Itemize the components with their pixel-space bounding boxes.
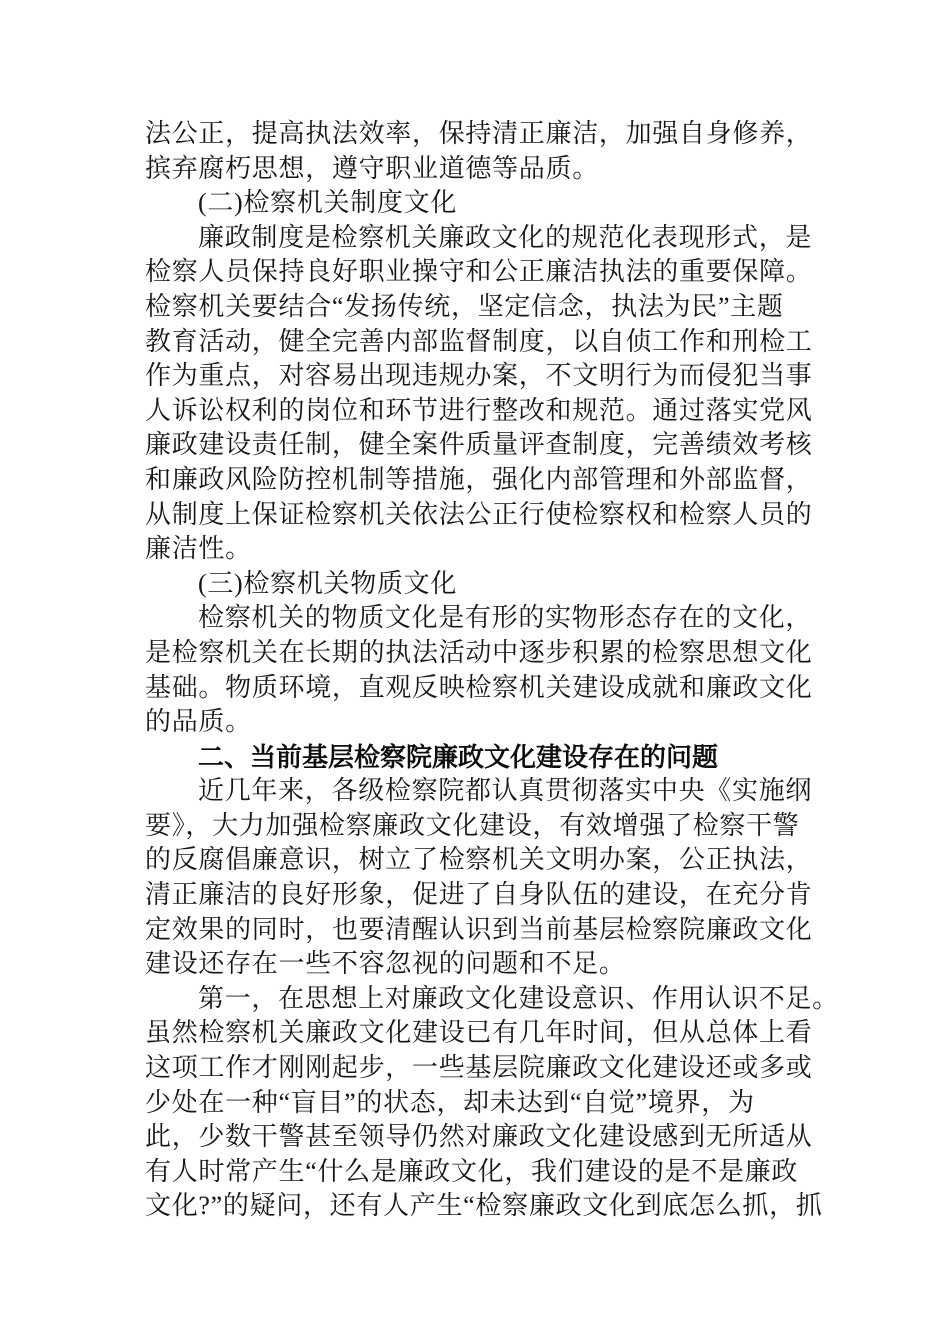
paragraph-first-line: 第一，在思想上对廉政文化建设意识、作用认识不足。 [198,983,839,1013]
text-line: 此，少数干警甚至领导仍然对廉政文化建设感到无所适从 [145,1122,813,1152]
subsection-heading: (二)检察机关制度文化 [198,188,458,218]
text-line: 检察人员保持良好职业操守和公正廉洁执法的重要保障。 [145,257,813,287]
section-heading: 二、当前基层检察院廉政文化建设存在的问题 [198,741,719,772]
text-line: 的品质。 [145,707,252,737]
text-line: 作为重点，对容易出现违规办案，不文明行为而侵犯当事 [145,361,813,391]
text-line: 基础。物质环境，直观反映检察机关建设成就和廉政文化 [145,672,813,702]
text-line: 文化?”的疑问，还有人产生“检察廉政文化到底怎么抓，抓 [145,1191,823,1221]
text-line: 和廉政风险防控机制等措施，强化内部管理和外部监督， [145,464,813,494]
text-line: 法公正，提高执法效率，保持清正廉洁，加强自身修养， [145,119,813,148]
document-text-block [145,117,839,1224]
paragraph-first-line: 廉政制度是检察机关廉政文化的规范化表现形式，是 [198,222,813,252]
text-line: 少处在一种“盲目”的状态，却未达到“自觉”境界，为 [145,1087,755,1117]
text-line: 要》，大力加强检察廉政文化建设，有效增强了检察干警 [145,810,800,840]
text-line: 建设还存在一些不容忽视的问题和不足。 [145,949,626,979]
text-line: 从制度上保证检察机关依法公正行使检察权和检察人员的 [145,499,813,529]
text-line: 是检察机关在长期的执法活动中逐步积累的检察思想文化 [145,637,813,667]
text-line: 教育活动，健全完善内部监督制度，以自侦工作和刑检工 [145,326,813,356]
text-line: 廉政建设责任制，健全案件质量评查制度，完善绩效考核 [145,430,813,460]
text-line: 定效果的同时，也要清醒认识到当前基层检察院廉政文化 [145,914,813,944]
text-line: 清正廉洁的良好形象，促进了自身队伍的建设，在充分肯 [145,880,813,910]
text-line: 虽然检察机关廉政文化建设已有几年时间，但从总体上看 [145,1018,813,1048]
subsection-heading: (三)检察机关物质文化 [198,568,458,598]
text-line: 检察机关要结合“发扬传统，坚定信念，执法为民”主题 [145,291,784,321]
text-line: 廉洁性。 [145,534,252,564]
text-line: 的反腐倡廉意识，树立了检察机关文明办案，公正执法， [145,845,813,875]
paragraph-first-line: 检察机关的物质文化是有形的实物形态存在的文化， [198,603,813,633]
text-line: 人诉讼权利的岗位和环节进行整改和规范。通过落实党风 [145,395,813,425]
paragraph-first-line: 近几年来，各级检察院都认真贯彻落实中央《实施纲 [198,776,813,806]
text-line: 摈弃腐朽思想，遵守职业道德等品质。 [145,153,599,183]
text-line: 这项工作才刚刚起步，一些基层院廉政文化建设还或多或 [145,1053,813,1083]
text-line: 有人时常产生“什么是廉政文化，我们建设的是不是廉政 [145,1156,799,1186]
